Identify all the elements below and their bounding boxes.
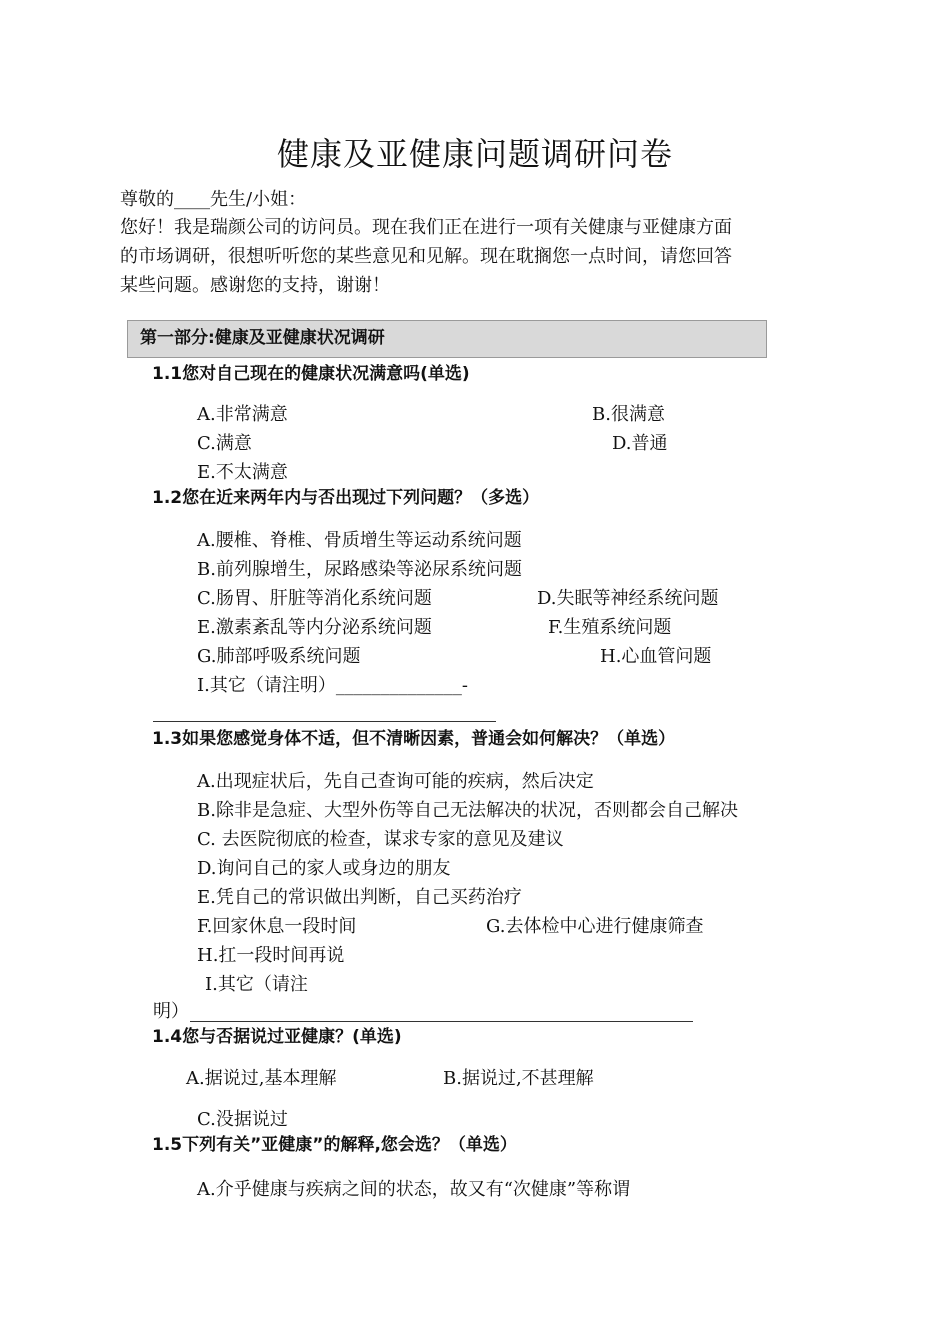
page-title: 健康及亚健康问题调研问卷 xyxy=(276,135,673,173)
option: G.肺部呼吸系统问题 xyxy=(197,646,361,667)
option: C.没据说过 xyxy=(197,1109,288,1130)
option: B.据说过,不甚理解 xyxy=(443,1068,594,1089)
question-1-4: 1.4您与否据说过亚健康？(单选) xyxy=(152,1027,402,1047)
option: C.满意 xyxy=(197,433,252,454)
intro-line: 的市场调研，很想听听您的某些意见和见解。现在耽搁您一点时间，请您回答 xyxy=(120,246,732,267)
question-1-3: 1.3如果您感觉身体不适，但不清晰因素，普通会如何解决？（单选） xyxy=(152,729,676,749)
option: B.除非是急症、大型外伤等自己无法解决的状况，否则都会自己解决 xyxy=(197,800,738,821)
question-1-1: 1.1您对自己现在的健康状况满意吗(单选) xyxy=(152,364,470,384)
option: C. 去医院彻底的检查，谋求专家的意见及建议 xyxy=(197,829,564,850)
option: B.前列腺增生，尿路感染等泌尿系统问题 xyxy=(197,559,522,580)
intro-line: 您好！我是瑞颜公司的访问员。现在我们正在进行一项有关健康与亚健康方面 xyxy=(120,217,732,238)
option: D.失眠等神经系统问题 xyxy=(537,588,719,609)
option: H.心血管问题 xyxy=(600,646,712,667)
fill-in-line xyxy=(190,1021,693,1022)
option: A.介乎健康与疾病之间的状态，故又有“次健康”等称谓 xyxy=(197,1179,631,1200)
option: A.据说过,基本理解 xyxy=(186,1068,337,1089)
option: H.扛一段时间再说 xyxy=(197,945,345,966)
option: F.生殖系统问题 xyxy=(548,617,672,638)
section-title: 第一部分:健康及亚健康状况调研 xyxy=(140,328,385,348)
option: E.不太满意 xyxy=(197,462,288,483)
intro-line: 某些问题。感谢您的支持，谢谢！ xyxy=(120,275,390,296)
option: A.出现症状后，先自己查询可能的疾病，然后决定 xyxy=(197,771,594,792)
option-other: I.其它（请注 xyxy=(205,974,308,995)
question-1-5: 1.5下列有关”亚健康”的解释,您会选？（单选） xyxy=(152,1135,517,1155)
option: D.普通 xyxy=(612,433,668,454)
option: A.腰椎、脊椎、骨质增生等运动系统问题 xyxy=(197,530,522,551)
fill-in-line xyxy=(153,721,496,722)
option-other-continued: 明） xyxy=(153,1001,189,1022)
option: A.非常满意 xyxy=(197,404,288,425)
option: B.很满意 xyxy=(592,404,665,425)
option: F.回家休息一段时间 xyxy=(197,916,357,937)
option: E.激素紊乱等内分泌系统问题 xyxy=(197,617,432,638)
option: G.去体检中心进行健康筛查 xyxy=(486,916,704,937)
option: D.询问自己的家人或身边的朋友 xyxy=(197,858,451,879)
option: C.肠胃、肝脏等消化系统问题 xyxy=(197,588,432,609)
intro-greeting: 尊敬的____先生/小姐： xyxy=(120,189,307,210)
option-other: I.其它（请注明）______________- xyxy=(197,675,468,696)
question-1-2: 1.2您在近来两年内与否出现过下列问题？（多选） xyxy=(152,488,540,508)
option: E.凭自己的常识做出判断，自己买药治疗 xyxy=(197,887,522,908)
